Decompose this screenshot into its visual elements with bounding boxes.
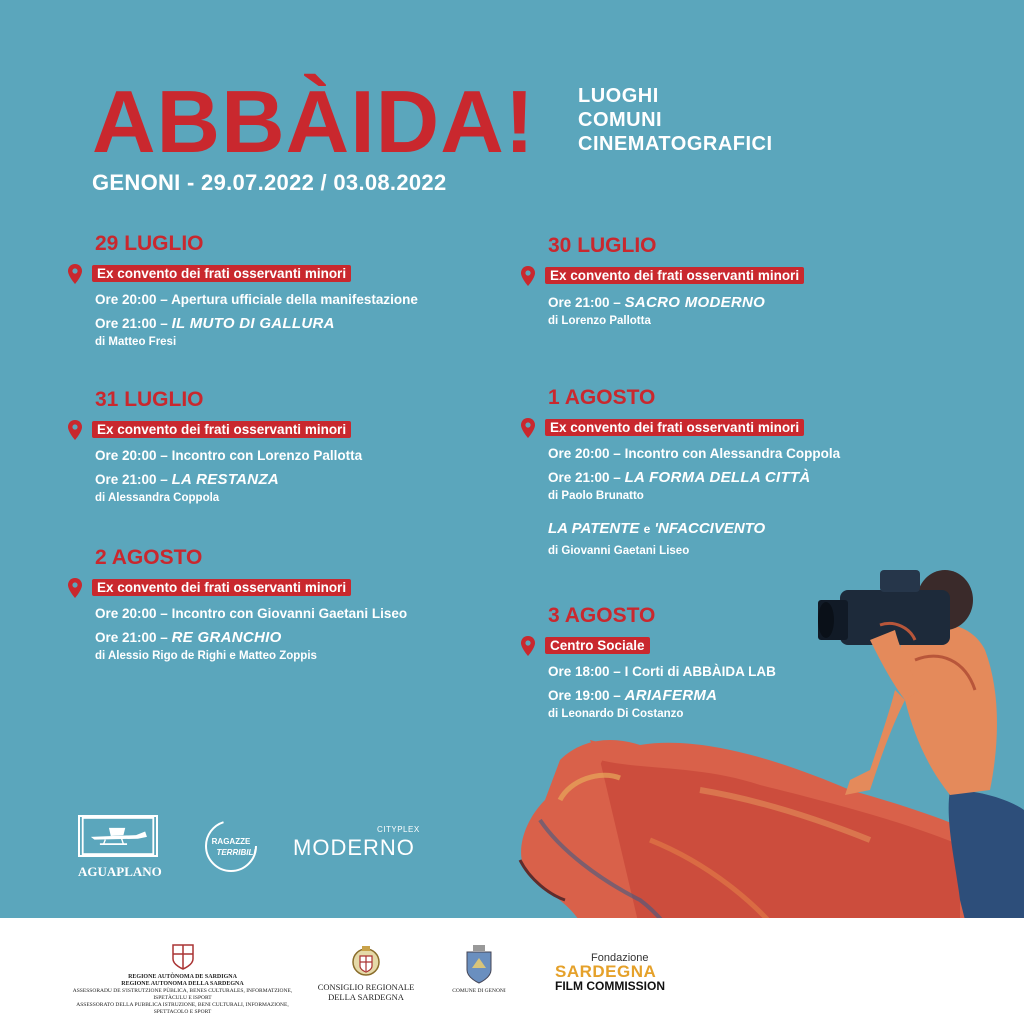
event-time: Ore 21:00 – (95, 472, 168, 487)
consiglio-crest-icon (351, 944, 381, 978)
map-pin-icon (521, 418, 535, 438)
day-date: 31 LUGLIO (95, 388, 204, 411)
day-2-agosto (68, 546, 407, 662)
event-row (548, 520, 840, 537)
seaplane-icon (78, 815, 158, 857)
venue-row (521, 636, 776, 656)
sardegna-label: SARDEGNA (555, 962, 657, 981)
map-pin-icon (68, 578, 82, 598)
day-date: 29 LUGLIO (95, 232, 204, 255)
venue-row (521, 266, 800, 286)
film-title: SACRO MODERNO (624, 294, 766, 311)
map-pin-icon (68, 420, 82, 440)
aguaplano-label: AGUAPLANO (78, 864, 162, 879)
day-3-agosto (521, 604, 776, 720)
event-time: Ore 21:00 – (548, 470, 621, 485)
day-1-agosto (521, 386, 840, 557)
event-time: Ore 19:00 – (548, 688, 621, 703)
event-row (95, 629, 407, 646)
consiglio-line1: CONSIGLIO REGIONALE (317, 982, 415, 992)
subtitle-line: LUOGHI (578, 85, 659, 107)
event-title: Incontro con Lorenzo Pallotta (171, 448, 363, 463)
festival-subtitle (578, 84, 773, 156)
venue-label: Ex convento dei frati osservanti minori (92, 579, 351, 596)
consiglio-line2: DELLA SARDEGNA (328, 992, 404, 1002)
event-time: Ore 20:00 – (95, 292, 168, 307)
film-commission-label: FILM COMMISSION (555, 979, 665, 993)
terribili-text: TERRIBILI (216, 848, 256, 857)
comune-crest-icon (464, 944, 494, 984)
event-time: Ore 20:00 – (95, 448, 168, 463)
regione-name-it: REGIONE AUTONOMA DELLA SARDEGNA (121, 981, 244, 987)
festival-title: ABBÀIDA! (92, 72, 536, 171)
day-30-luglio (521, 234, 800, 327)
comune-genoni-sponsor (448, 944, 510, 994)
day-date: 1 AGOSTO (548, 386, 656, 409)
venue-label: Ex convento dei frati osservanti minori (545, 267, 804, 284)
film-title: LA FORMA DELLA CITTÀ (624, 469, 811, 486)
regione-crest-icon (172, 944, 194, 970)
event-time: Ore 21:00 – (95, 316, 168, 331)
event-row (95, 448, 362, 463)
event-row (95, 606, 407, 621)
day-date: 3 AGOSTO (548, 604, 656, 627)
assessorato-it: ASSESSORATO DELLA PUBBLICA ISTRUZIONE, BENI CULTURALI, INFORMAZIONE, SPETTACOLO E SPORT (76, 1002, 289, 1015)
map-pin-icon (68, 264, 82, 284)
fondazione-label: Fondazione (591, 952, 649, 964)
regione-name-sardo: REGIONE AUTÒNOMA DE SARDIGNA (128, 974, 237, 980)
event-row (548, 446, 840, 461)
venue-label: Ex convento dei frati osservanti minori (545, 419, 804, 436)
conjunction: e (643, 522, 651, 536)
film-author: di Lorenzo Pallotta (548, 315, 651, 327)
day-31-luglio (68, 388, 362, 504)
event-row (548, 469, 840, 486)
film-title: LA PATENTE (548, 520, 640, 537)
aguaplano-logo (78, 815, 160, 880)
regione-sardegna-sponsor (70, 944, 295, 1016)
event-title: Apertura ufficiale della manifestazione (171, 292, 418, 307)
venue-label: Ex convento dei frati osservanti minori (92, 265, 351, 282)
map-pin-icon (521, 266, 535, 286)
subtitle-line: CINEMATOGRAFICI (578, 133, 773, 155)
film-author: di Matteo Fresi (95, 336, 177, 348)
film-author: di Leonardo Di Costanzo (548, 708, 684, 720)
event-title: I Corti di ABBÀIDA LAB (624, 664, 776, 679)
event-row (95, 292, 418, 307)
event-time: Ore 21:00 – (95, 630, 168, 645)
assessorato-sardo: ASSESSORADU DE S'ISTRUTZIONE PÙBLICA, BENES CULTURALES, INFORMATZIONE, ISPETÀCULU E ISPORT (72, 988, 293, 1001)
cityplex-label: CITYPLEX (377, 825, 420, 834)
event-time: Ore 21:00 – (548, 295, 621, 310)
ragazze-terribili-logo (196, 818, 266, 874)
venue-row (68, 264, 418, 284)
consiglio-regionale-sponsor (316, 944, 416, 1002)
film-author: di Paolo Brunatto (548, 490, 644, 502)
event-row (548, 294, 765, 311)
film-title: RE GRANCHIO (171, 629, 282, 646)
day-29-luglio (68, 232, 418, 348)
event-time: Ore 20:00 – (95, 606, 168, 621)
festival-dates: GENONI - 29.07.2022 / 03.08.2022 (92, 170, 447, 195)
film-title: ARIAFERMA (624, 687, 718, 704)
film-title: 'NFACCIVENTO (654, 520, 766, 537)
moderno-label: MODERNO (293, 835, 415, 860)
day-date: 2 AGOSTO (95, 546, 203, 569)
film-title: LA RESTANZA (171, 471, 280, 488)
ragazze-text: RAGAZZE (211, 837, 251, 846)
day-date: 30 LUGLIO (548, 234, 657, 257)
venue-label: Centro Sociale (545, 637, 650, 654)
event-title: Incontro con Giovanni Gaetani Liseo (171, 606, 408, 621)
map-pin-icon (521, 636, 535, 656)
venue-label: Ex convento dei frati osservanti minori (92, 421, 351, 438)
film-author: di Alessio Rigo de Righi e Matteo Zoppis (95, 650, 317, 662)
comune-label: COMUNE DI GENONI (452, 988, 506, 994)
event-time: Ore 20:00 – (548, 446, 621, 461)
film-author: di Alessandra Coppola (95, 492, 220, 504)
film-author: di Giovanni Gaetani Liseo (548, 545, 690, 557)
moderno-cityplex-logo (293, 825, 420, 861)
event-row (548, 664, 776, 679)
sardegna-film-commission-sponsor (555, 952, 685, 993)
venue-row (68, 420, 362, 440)
event-time: Ore 18:00 – (548, 664, 621, 679)
event-row (548, 687, 776, 704)
film-title: IL MUTO DI GALLURA (171, 315, 335, 332)
venue-row (68, 578, 407, 598)
venue-row (521, 418, 840, 438)
event-row (95, 471, 362, 488)
subtitle-line: COMUNI (578, 109, 663, 131)
event-title: Incontro con Alessandra Coppola (624, 446, 841, 461)
event-row (95, 315, 418, 332)
